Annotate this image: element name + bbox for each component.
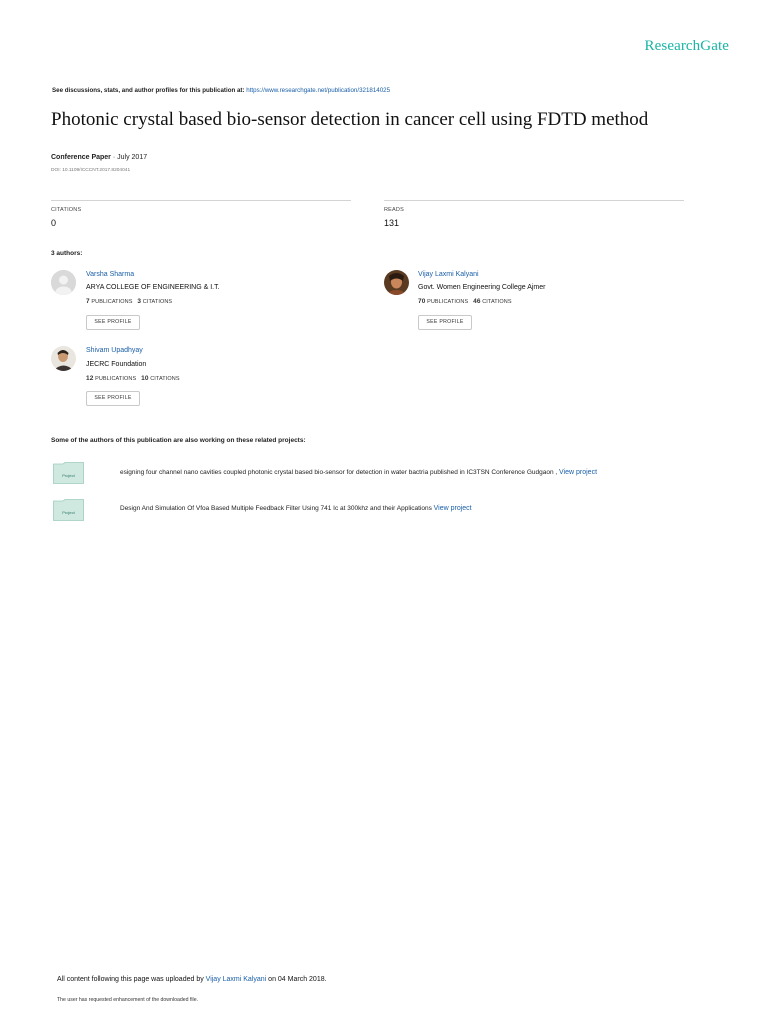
upload-prefix: All content following this page was uploaded by xyxy=(57,976,206,983)
citations-count: 3 xyxy=(137,298,142,305)
publication-url-link[interactable]: https://www.researchgate.net/publication/321814025 xyxy=(246,87,391,94)
author-name-link[interactable]: Varsha Sharma xyxy=(86,271,135,278)
reads-label: READS xyxy=(384,207,404,213)
author-name-link[interactable]: Shivam Upadhyay xyxy=(86,347,143,354)
citations-label: CITATIONS xyxy=(142,299,173,305)
discussion-prefix: See discussions, stats, and author profiles for this publication at: xyxy=(52,87,247,94)
paper-meta xyxy=(51,154,147,161)
view-project-link[interactable]: View project xyxy=(559,469,598,476)
citations-label: CITATIONS xyxy=(150,376,180,382)
project-title xyxy=(120,505,472,512)
citations-divider xyxy=(51,200,351,201)
see-profile-button[interactable]: SEE PROFILE xyxy=(86,391,140,406)
discussion-line xyxy=(52,87,390,94)
publications-label: PUBLICATIONS xyxy=(95,376,137,382)
paper-doi: DOI: 10.1109/ICCCNT.2017.8204041 xyxy=(51,168,131,173)
paper-title: Photonic crystal based bio-sensor detection in cancer cell using FDTD method xyxy=(51,109,649,130)
download-note: The user has requested enhancement of the downloaded file. xyxy=(57,997,199,1003)
paper-type: Conference Paper xyxy=(51,154,111,161)
project-folder-icon[interactable] xyxy=(53,462,84,484)
paper-date: · July 2017 xyxy=(110,154,148,161)
publications-count: 70 xyxy=(418,298,426,305)
publications-label: PUBLICATIONS xyxy=(427,299,469,305)
citations-label: CITATIONS xyxy=(482,299,512,305)
author-photo-icon[interactable] xyxy=(384,270,409,295)
author-institution: ARYA COLLEGE OF ENGINEERING & I.T. xyxy=(86,284,220,291)
citations-count: 46 xyxy=(473,298,481,305)
project-title xyxy=(120,469,597,476)
upload-info xyxy=(57,976,327,983)
researchgate-logo[interactable]: ResearchGate xyxy=(644,38,729,54)
publications-count: 12 xyxy=(86,375,94,382)
upload-suffix: on 04 March 2018. xyxy=(266,976,327,983)
author-institution: Govt. Women Engineering College Ajmer xyxy=(418,284,546,291)
reads-value: 131 xyxy=(384,218,400,228)
project-description: esigning four channel nano cavities coupled photonic crystal based bio-sensor for detection in water bactria published in IC3TSN Conference Gudgaon , xyxy=(120,469,560,476)
authors-heading: 3 authors: xyxy=(51,250,83,257)
author-name-link[interactable]: Vijay Laxmi Kalyani xyxy=(418,271,479,278)
project-icon-label: Project xyxy=(62,473,75,478)
project-folder-icon[interactable] xyxy=(53,499,84,521)
man-portrait-icon xyxy=(51,346,76,371)
author-stats xyxy=(86,375,180,382)
view-project-link[interactable]: View project xyxy=(433,505,472,512)
citations-count: 10 xyxy=(141,375,149,382)
project-icon-label: Project xyxy=(62,510,75,515)
woman-portrait-icon xyxy=(384,270,409,295)
related-projects-heading: Some of the authors of this publication are also working on these related projects: xyxy=(51,437,306,444)
author-photo-icon[interactable] xyxy=(51,346,76,371)
publications-count: 7 xyxy=(86,298,90,305)
folder-icon xyxy=(53,499,84,521)
person-silhouette-icon xyxy=(51,270,76,295)
citations-value: 0 xyxy=(51,218,57,228)
uploader-link[interactable]: Vijay Laxmi Kalyani xyxy=(205,976,267,983)
see-profile-button[interactable]: SEE PROFILE xyxy=(418,315,472,330)
reads-divider xyxy=(384,200,684,201)
publications-label: PUBLICATIONS xyxy=(91,299,133,305)
author-stats xyxy=(418,298,512,305)
project-description: Design And Simulation Of Vfoa Based Multiple Feedback Filter Using 741 Ic at 300khz and their Applications xyxy=(120,505,434,512)
folder-icon xyxy=(53,462,84,484)
citations-label: CITATIONS xyxy=(51,207,82,213)
author-stats xyxy=(86,298,172,305)
author-institution: JECRC Foundation xyxy=(86,361,147,368)
see-profile-button[interactable]: SEE PROFILE xyxy=(86,315,140,330)
avatar-placeholder-icon[interactable] xyxy=(51,270,76,295)
